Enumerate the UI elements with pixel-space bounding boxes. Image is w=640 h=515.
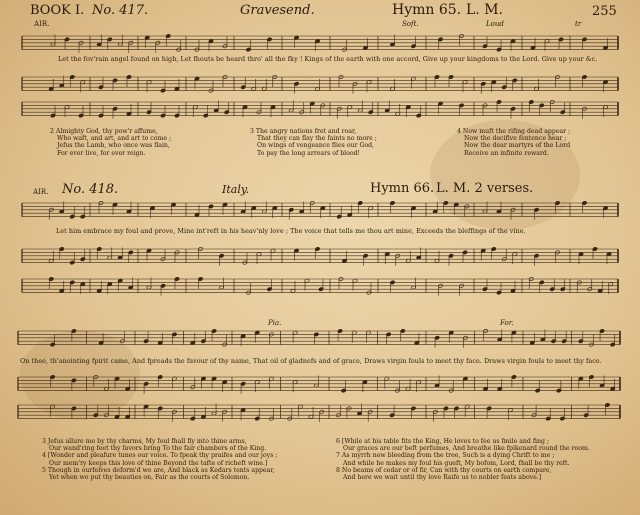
verse-block: 4 Now muft the rifing dead appear ; Now the decifive fentence hear ; Now the dear martyrs of the Lord Receive an infinite reward.: [457, 128, 571, 157]
tune-name: Gravesend.: [240, 3, 315, 18]
verse-block: 3 Jefus allure me by thy charms, My foul fhall fly into thine arms, Our wand'ring feet thy favors bring To the fair chambers of the King. 4 [Wonder and pleafure tunes our voice. To fpeak thy praifes and our joys ; Our mem'ry keeps this love of thine Beyond the tafte of richeft wine.] 5 Though in ourfelves deform'd we are, And black as Kedars tents appear, Yet when we put thy beauties on, Fair as the courts of Solomon.: [42, 438, 278, 482]
hymn-number: Hymn 66.: [370, 181, 435, 196]
dynamic-piano: Pia.: [268, 319, 282, 327]
page-number: 255: [592, 4, 617, 19]
verse-block: 3 The angry nations fret and roar, That they can flay the faints no more ; On wings of vengeance flies our God, To pay the long arrears of blood!: [250, 128, 377, 157]
dynamic-soft: Soft.: [402, 20, 419, 28]
verse-block: 6 [While at his table fits the King, He loves to fee us fmile and fing ; Our graces are our beft perfumes, And breathe like fpikenard round the room. 7 As myrrh new bleeding from the tree, Such is a dying Chrift to me ; And while he makes my foul his gueft, My bofom, Lord, fhall be thy reft. 8 No beams of cedar or of fir, Can with thy courts on earth compare, And here we wait until thy love Raife us to nobler feats above.]: [336, 438, 590, 482]
hymn-number: Hymn 65.: [392, 2, 462, 18]
lyric-line: On thee, th'anointing fpirit came, And fpreads the favour of thy name, That oil of gladnefs and of grace, Draws virgin fouls to meet thy face. Draws virgin fouls to meet thy face.: [20, 357, 602, 365]
tune-number: No. 418.: [62, 182, 119, 197]
tune-number: No. 417.: [92, 3, 149, 18]
dynamic-loud: Loud: [486, 20, 504, 28]
meter-label: L. M.: [466, 2, 503, 18]
part-label: AIR.: [33, 188, 49, 196]
part-label: AIR.: [34, 20, 50, 28]
lyric-line: Let the fov'rain angel found on high, Let fhouts be heard thro' all the fky ! Kings of the earth with one accord, Give up your kingdoms to the Lord. Give up your &c.: [58, 55, 598, 63]
dynamic-trill: tr: [575, 20, 582, 28]
lyric-line: Let him embrace my foul and prove, Mine int'reft in his heav'nly love ; The voice that tells me thou art mine, Exceeds the bleffings of the vine.: [56, 227, 526, 235]
book-label: BOOK I.: [30, 3, 85, 18]
verse-block: 2 Almighty God, thy pow'r affume, Who waft, and art, and art to come ; Jefus the Lamb, who once was flain, For ever live, for ever reign.: [50, 128, 172, 157]
tune-name: Italy.: [222, 183, 250, 196]
meter-label: L. M. 2 verses.: [436, 181, 534, 196]
dynamic-forte: For.: [500, 319, 514, 327]
